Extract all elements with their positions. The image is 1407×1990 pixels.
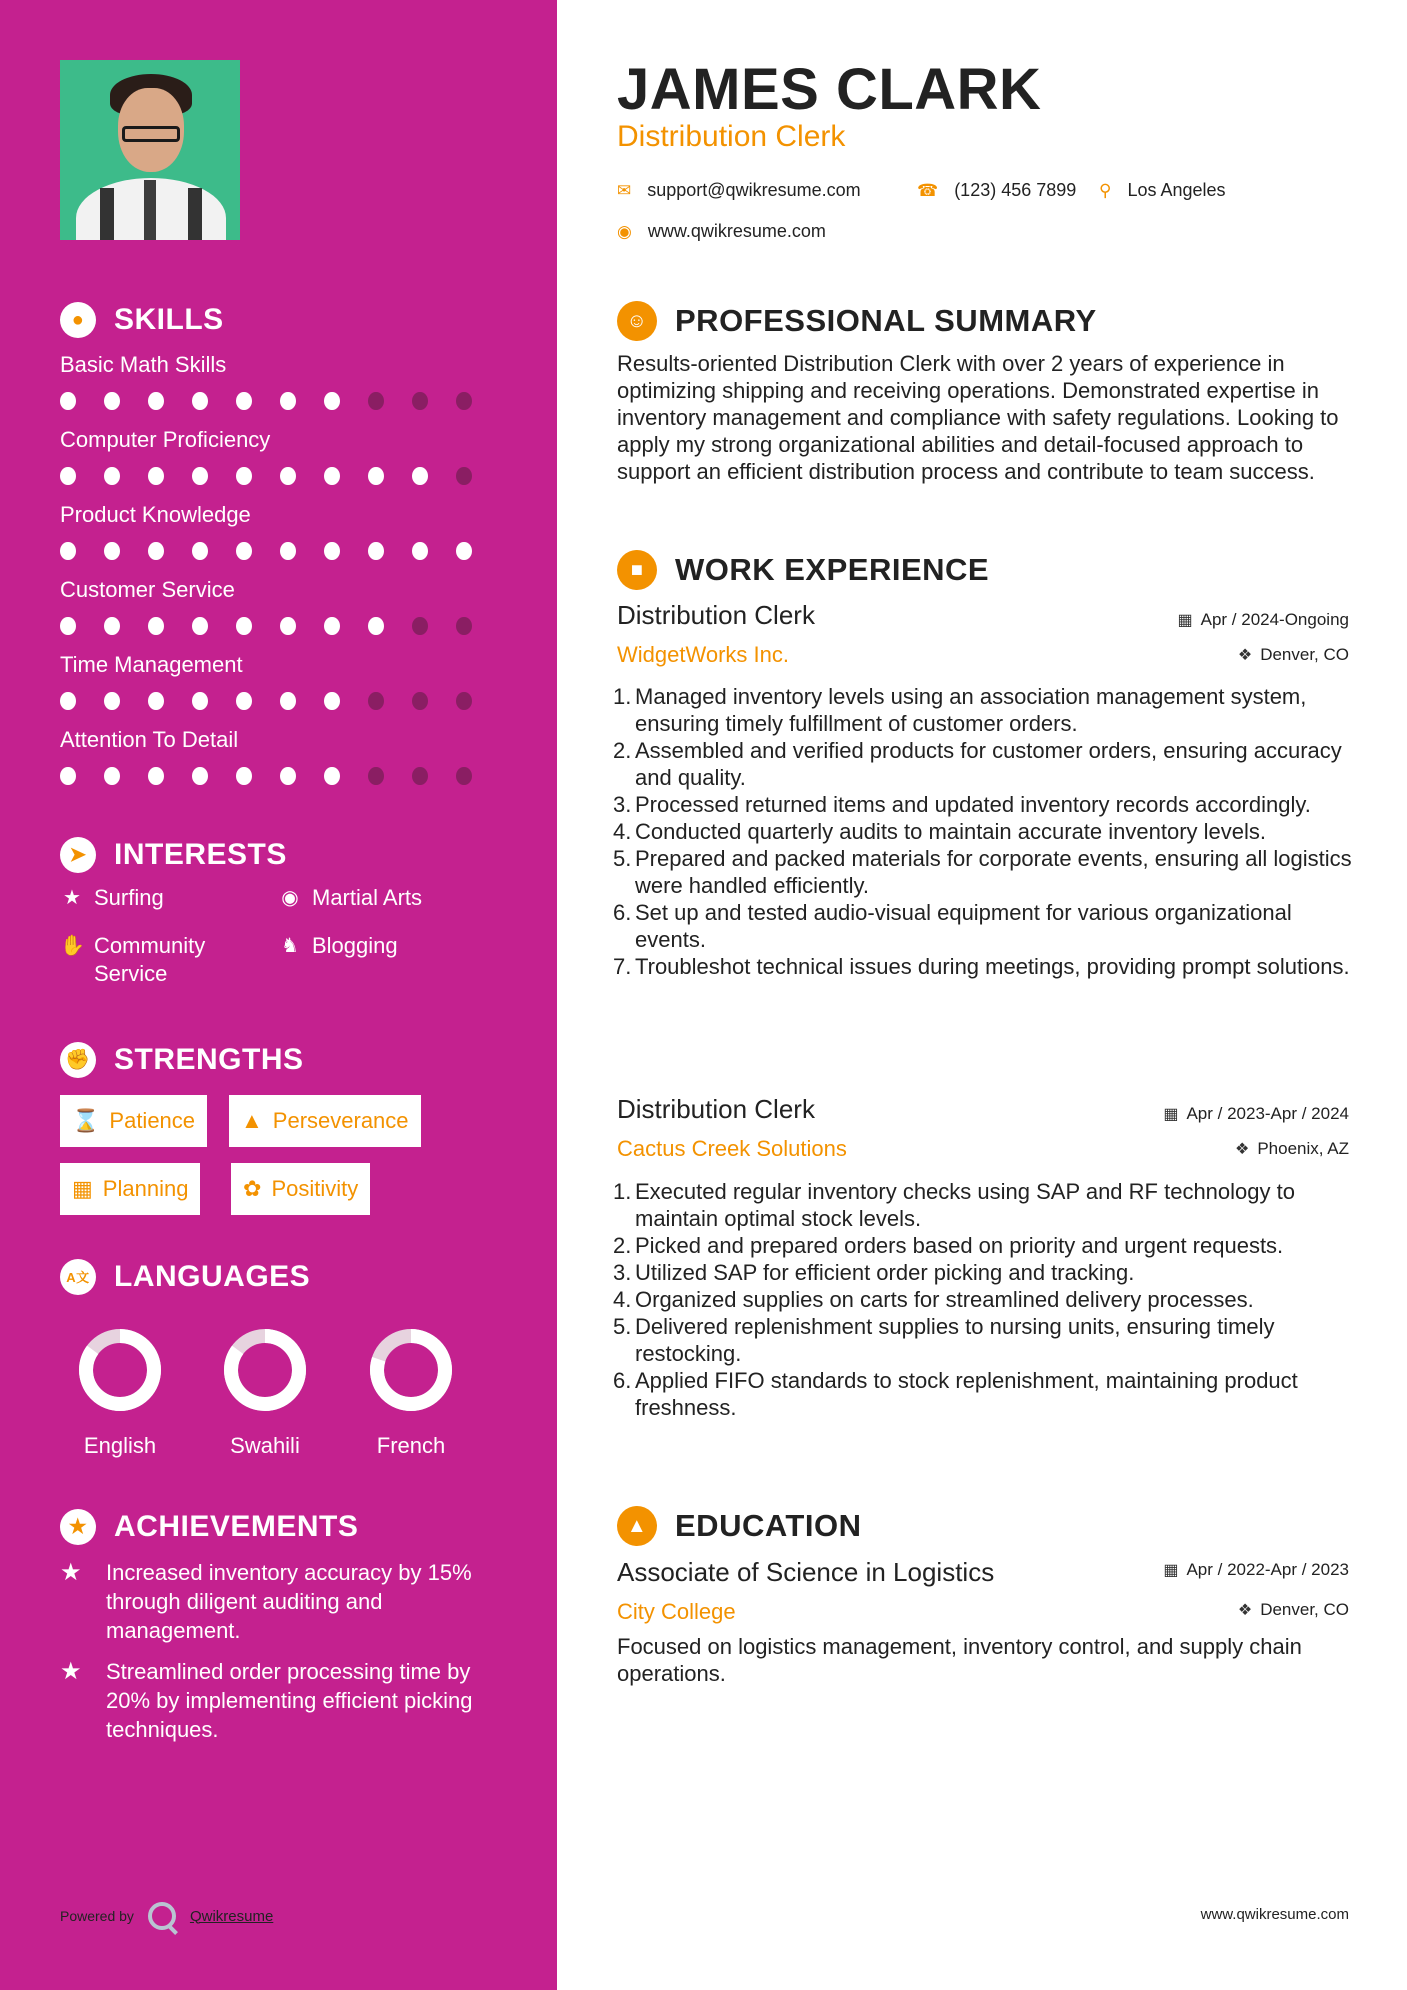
responsibility-text: Assembled and verified products for customer orders, ensuring accuracy and quality. <box>635 738 1342 790</box>
pushpin-icon: ❖ <box>1237 1602 1253 1619</box>
job-responsibilities <box>613 683 1357 980</box>
responsibility-item <box>613 1367 1357 1421</box>
skill-rating-dot <box>148 392 164 410</box>
skill-rating-dot <box>280 392 296 410</box>
responsibility-number: 5. <box>613 846 632 871</box>
globe-icon: ◉ <box>281 887 299 909</box>
skill-rating <box>60 692 500 710</box>
skill-rating-dot <box>60 467 76 485</box>
responsibility-item <box>613 1259 1357 1286</box>
skill-rating-dot <box>456 692 472 710</box>
skill-label: Time Management <box>60 652 243 677</box>
contact-location: ⚲ Los Angeles <box>1099 180 1226 200</box>
skill-rating-dot <box>368 392 384 410</box>
skill-rating-dot <box>192 542 208 560</box>
responsibility-item <box>613 737 1357 791</box>
skill-rating-dot <box>104 392 120 410</box>
calendar-icon: ▦ <box>72 1176 93 1201</box>
skill-rating-dot <box>236 542 252 560</box>
education-location: ❖ Denver, CO <box>1237 1600 1349 1619</box>
job-title: Distribution Clerk <box>617 1094 815 1124</box>
responsibility-text: Troubleshot technical issues during meetings, providing prompt solutions. <box>635 954 1350 979</box>
spinner-icon: ✿ <box>243 1176 262 1201</box>
responsibility-text: Applied FIFO standards to stock replenishment, maintaining product freshness. <box>635 1368 1298 1420</box>
calendar-icon: ▦ <box>1163 1106 1179 1123</box>
responsibility-number: 6. <box>613 900 632 925</box>
skill-rating-dot <box>324 467 340 485</box>
fist-icon: ✊ <box>60 1042 96 1078</box>
achievement-item: ★ Increased inventory accuracy by 15% through diligent auditing and management. <box>60 1559 472 1643</box>
language-item <box>60 1325 180 1459</box>
candidate-name: JAMES CLARK <box>617 57 1042 122</box>
skill-rating-dot <box>192 617 208 635</box>
skill-label: Product Knowledge <box>60 502 251 527</box>
skill-rating-dot <box>236 467 252 485</box>
calendar-icon: ▦ <box>1163 1562 1179 1579</box>
skill-rating-dot <box>60 542 76 560</box>
responsibility-text: Executed regular inventory checks using SAP and RF technology to maintain optimal stock levels. <box>635 1179 1295 1231</box>
road-icon: ▲ <box>241 1108 263 1133</box>
summary-heading: ☺ PROFESSIONAL SUMMARY <box>617 301 1097 341</box>
skill-rating-dot <box>104 767 120 785</box>
globe-icon: ◉ <box>617 221 632 241</box>
job-title: Distribution Clerk <box>617 600 815 630</box>
skill-rating-dot <box>280 692 296 710</box>
skill-rating-dot <box>368 617 384 635</box>
education-description: Focused on logistics management, inventory control, and supply chain operations. <box>617 1634 1302 1686</box>
user-icon: ☺ <box>617 301 657 341</box>
skill-rating-dot <box>456 767 472 785</box>
responsibility-number: 4. <box>613 819 632 844</box>
job-company: WidgetWorks Inc. <box>617 642 789 667</box>
skill-rating-dot <box>60 617 76 635</box>
skill-rating-dot <box>148 467 164 485</box>
skill-rating-dot <box>368 542 384 560</box>
star-badge-icon: ★ <box>60 1509 96 1545</box>
education-school: City College <box>617 1599 736 1624</box>
responsibility-number: 7. <box>613 954 632 979</box>
footer-website[interactable]: www.qwikresume.com <box>1200 1906 1349 1923</box>
skill-item <box>60 352 500 410</box>
summary-text: Results-oriented Distribution Clerk with over 2 years of experience in optimizing shipping and receiving operations. Demonstrated expertise in inventory management and compliance with safety regulations. Looking to apply my strong organizational abilities and detail-focused approach to support an efficient distribution process and contribute to team success. <box>617 351 1339 484</box>
responsibility-text: Prepared and packed materials for corporate events, ensuring all logistics were handled efficiently. <box>635 846 1352 898</box>
responsibility-number: 1. <box>613 1179 632 1204</box>
skill-rating-dot <box>148 767 164 785</box>
skill-rating-dot <box>280 617 296 635</box>
responsibility-item <box>613 845 1357 899</box>
skill-rating-dot <box>368 467 384 485</box>
profile-photo <box>60 60 240 240</box>
users-icon: ♞ <box>281 935 299 957</box>
skill-item <box>60 652 500 710</box>
responsibility-number: 4. <box>613 1287 632 1312</box>
responsibility-text: Picked and prepared orders based on priority and urgent requests. <box>635 1233 1284 1258</box>
skill-rating-dot <box>236 617 252 635</box>
responsibility-item <box>613 1313 1357 1367</box>
paper-plane-icon: ➤ <box>60 837 96 873</box>
skill-item <box>60 502 500 560</box>
skill-rating-dot <box>104 542 120 560</box>
skill-rating-dot <box>192 467 208 485</box>
hourglass-icon: ⌛ <box>72 1108 100 1133</box>
hand-icon: ✋ <box>60 935 85 957</box>
skill-item <box>60 727 500 785</box>
responsibility-number: 1. <box>613 684 632 709</box>
responsibility-text: Managed inventory levels using an association management system, ensuring timely fulfillment of customer orders. <box>635 684 1307 736</box>
calendar-icon: ▦ <box>1177 612 1193 629</box>
language-item <box>205 1325 325 1459</box>
language-label: English <box>83 1433 157 1458</box>
skill-rating-dot <box>324 767 340 785</box>
qwikresume-logo-icon <box>148 1902 176 1930</box>
map-pin-icon: ⚲ <box>1099 180 1112 200</box>
language-item <box>351 1325 471 1459</box>
interest-item: ★ Surfing <box>60 884 164 912</box>
achievements-heading: ★ ACHIEVEMENTS <box>60 1509 358 1545</box>
skill-item <box>60 577 500 635</box>
skill-label: Basic Math Skills <box>60 352 227 377</box>
skill-rating-dot <box>280 542 296 560</box>
job-location: ❖ Phoenix, AZ <box>1234 1139 1349 1158</box>
skill-rating-dot <box>456 617 472 635</box>
job-location: ❖ Denver, CO <box>1237 645 1349 664</box>
interest-item: ✋ Community Service <box>60 933 206 986</box>
briefcase-icon: ■ <box>617 550 657 590</box>
education-degree: Associate of Science in Logistics <box>617 1557 995 1587</box>
languages-heading: A文 LANGUAGES <box>60 1259 310 1295</box>
pushpin-icon: ❖ <box>1237 647 1253 664</box>
interest-item: ◉ Martial Arts <box>278 884 422 912</box>
responsibility-item <box>613 818 1357 845</box>
responsibility-text: Set up and tested audio-visual equipment for various organizational events. <box>635 900 1292 952</box>
skill-rating-dot <box>148 692 164 710</box>
skill-rating-dot <box>412 767 428 785</box>
candidate-role: Distribution Clerk <box>617 120 846 153</box>
skill-rating <box>60 617 500 635</box>
responsibility-number: 3. <box>613 1260 632 1285</box>
skill-rating-dot <box>368 767 384 785</box>
skill-rating <box>60 467 500 485</box>
skill-rating-dot <box>324 392 340 410</box>
education-heading: ▲ EDUCATION <box>617 1506 861 1546</box>
skill-rating-dot <box>192 392 208 410</box>
skill-rating <box>60 542 500 560</box>
responsibility-text: Organized supplies on carts for streamlined delivery processes. <box>635 1287 1254 1312</box>
language-label: Swahili <box>230 1433 300 1458</box>
qwikresume-link[interactable]: Qwikresume <box>189 1907 274 1925</box>
language-ring <box>220 1325 310 1415</box>
interest-item: ♞ Blogging <box>278 932 398 960</box>
skill-rating-dot <box>456 467 472 485</box>
skill-item <box>60 427 500 485</box>
skill-rating-dot <box>368 692 384 710</box>
responsibility-number: 6. <box>613 1368 632 1393</box>
skill-rating-dot <box>324 542 340 560</box>
skill-rating-dot <box>236 392 252 410</box>
skill-rating-dot <box>412 692 428 710</box>
responsibility-text: Conducted quarterly audits to maintain accurate inventory levels. <box>635 819 1267 844</box>
responsibility-number: 2. <box>613 1233 632 1258</box>
shooting-star-icon: ★ <box>60 1658 82 1685</box>
star-icon: ★ <box>63 887 81 909</box>
language-label: French <box>376 1433 446 1458</box>
skill-rating-dot <box>412 617 428 635</box>
responsibility-text: Utilized SAP for efficient order picking and tracking. <box>635 1260 1135 1285</box>
skill-label: Attention To Detail <box>60 727 239 752</box>
graduation-cap-icon: ▲ <box>617 1506 657 1546</box>
job-responsibilities <box>613 1178 1357 1421</box>
shooting-star-icon: ★ <box>60 1559 82 1586</box>
skill-rating-dot <box>412 542 428 560</box>
skill-rating-dot <box>456 542 472 560</box>
skill-rating-dot <box>456 392 472 410</box>
contact-email: ✉ support@qwikresume.com <box>617 180 861 200</box>
skills-heading: ● SKILLS <box>60 302 224 338</box>
skill-rating-dot <box>104 467 120 485</box>
responsibility-item <box>613 1286 1357 1313</box>
skill-rating <box>60 767 500 785</box>
responsibility-item <box>613 791 1357 818</box>
envelope-icon: ✉ <box>617 180 632 200</box>
responsibility-number: 5. <box>613 1314 632 1339</box>
skill-rating-dot <box>412 467 428 485</box>
language-icon: A文 <box>60 1259 96 1295</box>
skill-rating-dot <box>324 692 340 710</box>
contact-website: ◉ www.qwikresume.com <box>617 221 826 241</box>
responsibility-text: Delivered replenishment supplies to nursing units, ensuring timely restocking. <box>635 1314 1275 1366</box>
strengths-heading: ✊ STRENGTHS <box>60 1042 304 1078</box>
phone-icon: ☎ <box>917 180 939 200</box>
pushpin-icon: ❖ <box>1234 1141 1250 1158</box>
lightbulb-icon: ● <box>60 302 96 338</box>
strength-badge: ✿ Positivity <box>231 1163 370 1215</box>
skill-rating-dot <box>280 467 296 485</box>
sidebar <box>0 0 557 1990</box>
skill-rating-dot <box>60 767 76 785</box>
language-ring <box>75 1325 165 1415</box>
skill-rating-dot <box>236 767 252 785</box>
skill-rating-dot <box>412 392 428 410</box>
skill-rating-dot <box>148 542 164 560</box>
powered-by: Powered by Qwikresume <box>60 1902 273 1930</box>
experience-heading: ■ WORK EXPERIENCE <box>617 550 989 590</box>
job-dates: ▦ Apr / 2024-Ongoing <box>1177 610 1349 629</box>
education-dates: ▦ Apr / 2022-Apr / 2023 <box>1163 1560 1349 1579</box>
strength-badge: ▦ Planning <box>60 1163 200 1215</box>
job-dates: ▦ Apr / 2023-Apr / 2024 <box>1163 1104 1349 1123</box>
responsibility-number: 2. <box>613 738 632 763</box>
skill-rating-dot <box>192 767 208 785</box>
contact-phone: ☎ (123) 456 7899 <box>917 180 1077 200</box>
responsibility-text: Processed returned items and updated inventory records accordingly. <box>635 792 1311 817</box>
responsibility-number: 3. <box>613 792 632 817</box>
job-company: Cactus Creek Solutions <box>617 1136 847 1161</box>
skill-rating-dot <box>60 692 76 710</box>
skill-rating <box>60 392 500 410</box>
skill-rating-dot <box>148 617 164 635</box>
skill-rating-dot <box>236 692 252 710</box>
achievement-item: ★ Streamlined order processing time by 20% by implementing efficient picking techniques. <box>60 1658 473 1742</box>
responsibility-item <box>613 683 1357 737</box>
skill-rating-dot <box>280 767 296 785</box>
skill-label: Computer Proficiency <box>60 427 271 452</box>
skill-rating-dot <box>104 692 120 710</box>
skill-label: Customer Service <box>60 577 235 602</box>
interests-heading: ➤ INTERESTS <box>60 837 287 873</box>
responsibility-item <box>613 1178 1357 1232</box>
responsibility-item <box>613 953 1357 980</box>
strength-badge: ⌛ Patience <box>60 1095 207 1147</box>
skill-rating-dot <box>104 617 120 635</box>
skill-rating-dot <box>192 692 208 710</box>
skill-rating-dot <box>60 392 76 410</box>
responsibility-item <box>613 1232 1357 1259</box>
language-ring <box>366 1325 456 1415</box>
skill-rating-dot <box>324 617 340 635</box>
strength-badge: ▲ Perseverance <box>229 1095 421 1147</box>
responsibility-item <box>613 899 1357 953</box>
